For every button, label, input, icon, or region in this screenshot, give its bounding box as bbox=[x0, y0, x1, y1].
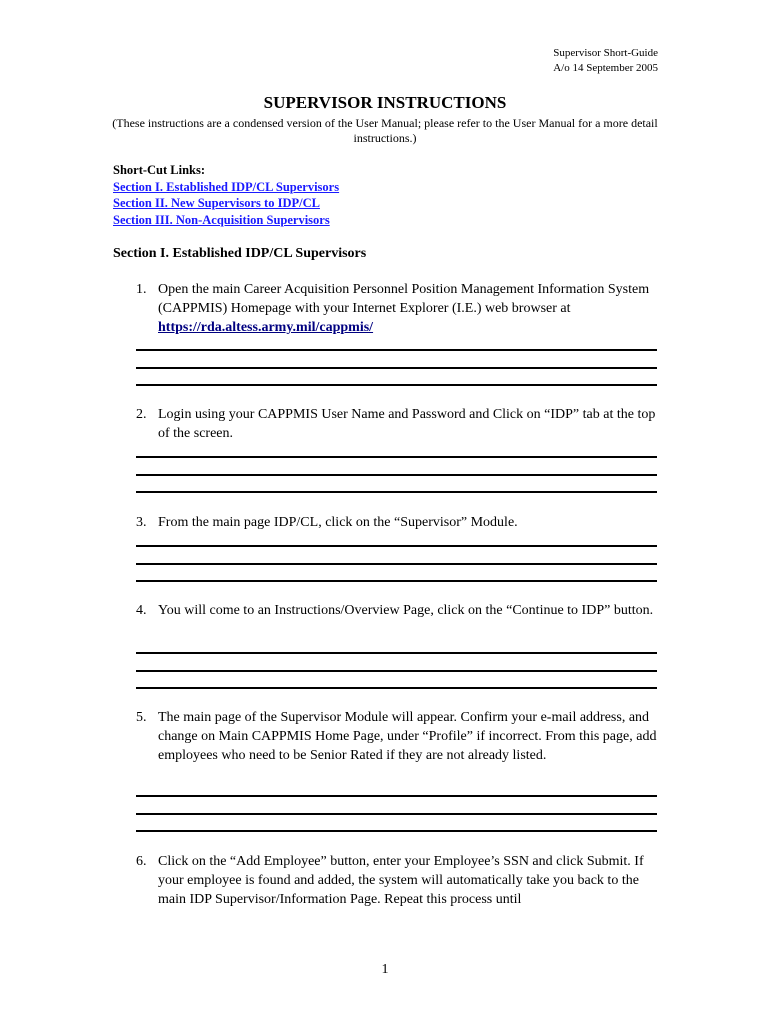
cappmis-url-link[interactable]: https://rda.altess.army.mil/cappmis/ bbox=[158, 320, 374, 335]
step-item bbox=[136, 513, 658, 532]
step-text bbox=[158, 280, 658, 337]
step-number: 1. bbox=[136, 282, 147, 297]
note-line bbox=[136, 474, 657, 476]
step-number: 5. bbox=[136, 710, 147, 725]
header-date: A/o 14 September 2005 bbox=[553, 62, 658, 74]
step-item bbox=[136, 601, 658, 620]
page-subtitle: (These instructions are a condensed version of the User Manual; please refer to the User Manual for a more detail instructions.) bbox=[112, 116, 658, 145]
step-number: 6. bbox=[136, 854, 147, 869]
note-line bbox=[136, 652, 657, 654]
step-item bbox=[136, 280, 658, 337]
header-guide-name: Supervisor Short-Guide bbox=[553, 47, 658, 59]
note-line bbox=[136, 456, 657, 458]
link-section-1[interactable]: Section I. Established IDP/CL Supervisors bbox=[113, 179, 340, 194]
step-number: 3. bbox=[136, 515, 147, 530]
link-section-2[interactable]: Section II. New Supervisors to IDP/CL bbox=[113, 196, 320, 210]
step-text: Login using your CAPPMIS User Name and Password and Click on “IDP” tab at the top of the screen. bbox=[158, 407, 656, 441]
step-number: 4. bbox=[136, 603, 147, 618]
section-1-heading: Section I. Established IDP/CL Supervisors bbox=[113, 246, 367, 261]
note-line bbox=[136, 384, 657, 386]
note-line bbox=[136, 563, 657, 565]
note-line bbox=[136, 349, 657, 351]
note-line bbox=[136, 813, 657, 815]
step-text-body: Open the main Career Acquisition Personnel Position Management Information System (CAPPMIS) Homepage with your Internet Explorer (I.E.) web browser at bbox=[158, 282, 650, 316]
link-section-3[interactable]: Section III. Non-Acquisition Supervisors bbox=[113, 212, 330, 227]
note-line bbox=[136, 367, 657, 369]
note-line bbox=[136, 491, 657, 493]
page-title: SUPERVISOR INSTRUCTIONS bbox=[263, 93, 507, 112]
note-line bbox=[136, 580, 657, 582]
note-line bbox=[136, 545, 657, 547]
step-text: The main page of the Supervisor Module will appear. Confirm your e-mail address, and change on Main CAPPMIS Home Page, under “Profile” if incorrect. From this page, add employees who need to be Senior Rated if they are not already listed. bbox=[158, 710, 657, 763]
document-header bbox=[553, 46, 658, 76]
note-line bbox=[136, 795, 657, 797]
note-line bbox=[136, 830, 657, 832]
note-line bbox=[136, 670, 657, 672]
shortcut-heading: Short-Cut Links: bbox=[113, 163, 206, 177]
step-item bbox=[136, 852, 658, 909]
step-item bbox=[136, 708, 658, 765]
step-number: 2. bbox=[136, 407, 147, 422]
page-number: 1 bbox=[381, 962, 389, 977]
step-text: You will come to an Instructions/Overview Page, click on the “Continue to IDP” button. bbox=[158, 603, 654, 618]
step-text: Click on the “Add Employee” button, enter your Employee’s SSN and click Submit. If your employee is found and added, the system will automatically take you back to the main IDP Supervisor/Information Page. Repeat this process until bbox=[158, 854, 644, 907]
note-line bbox=[136, 687, 657, 689]
step-text: From the main page IDP/CL, click on the “Supervisor” Module. bbox=[158, 515, 518, 530]
step-item bbox=[136, 405, 658, 443]
shortcut-links bbox=[113, 162, 339, 228]
